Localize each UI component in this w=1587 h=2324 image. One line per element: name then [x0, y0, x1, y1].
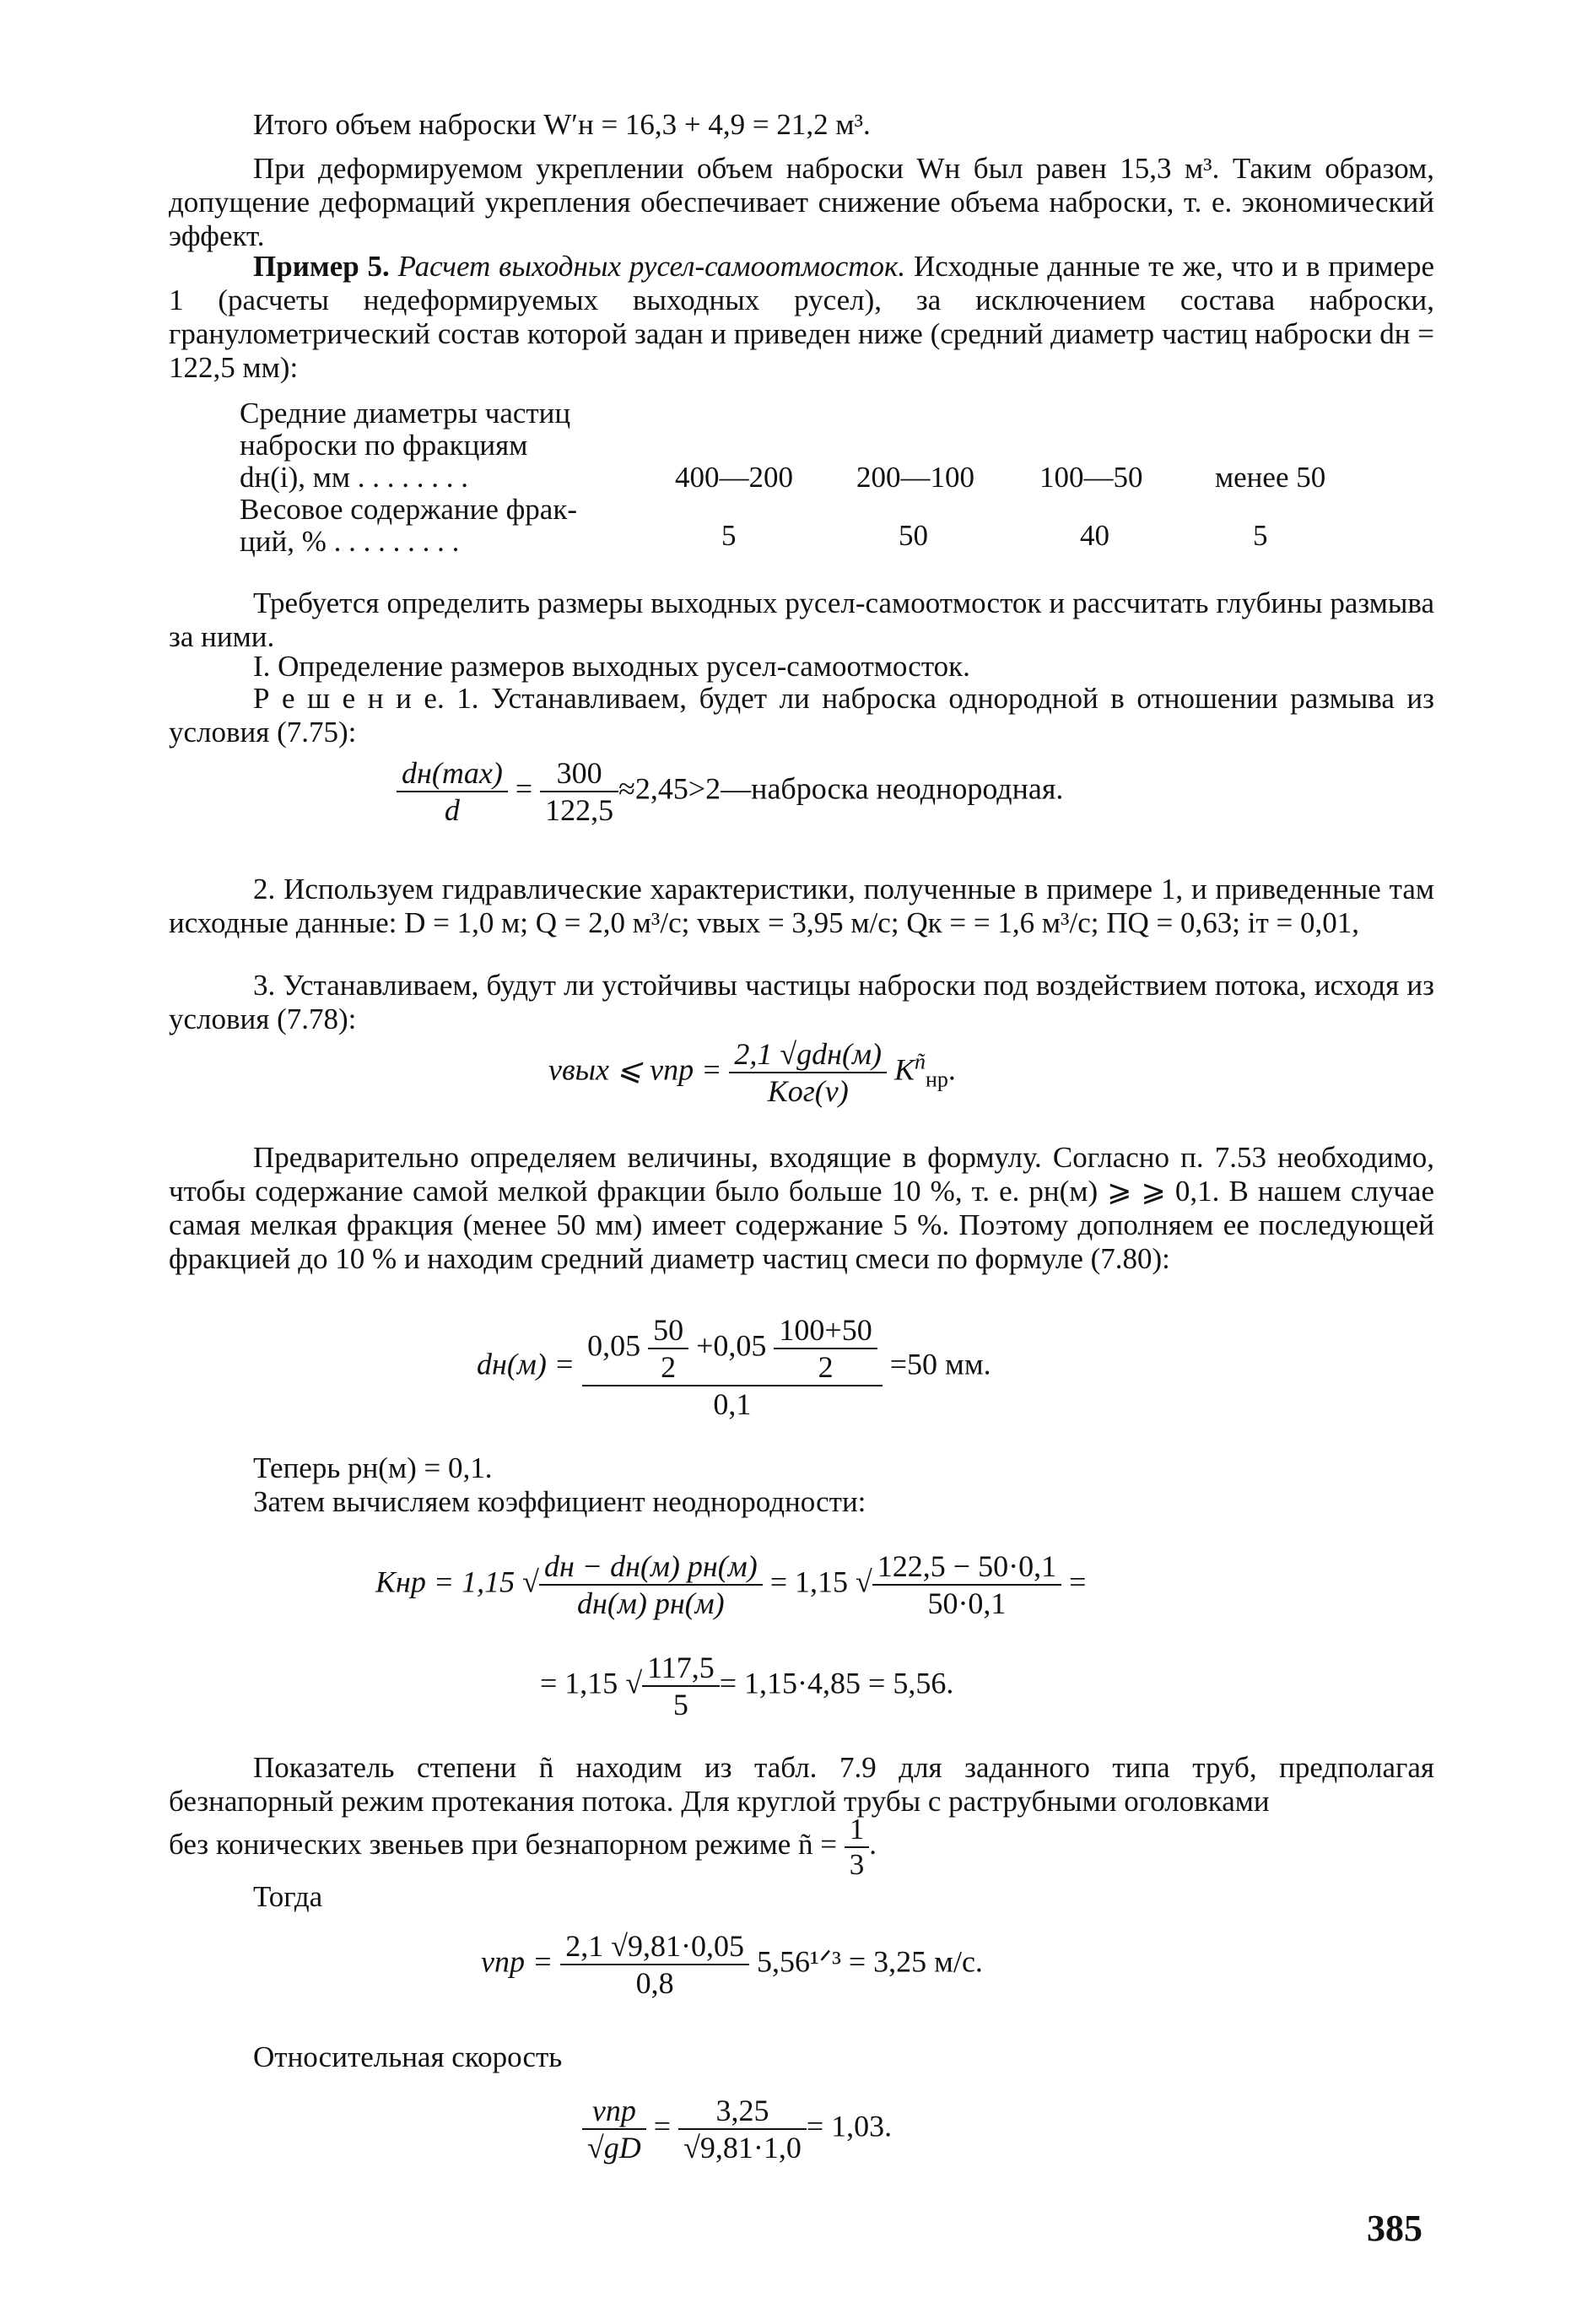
- formula-relative-velocity: $\frac{\text{vпр}}{√gD}$ = $\frac{3,25}{√9,81\cdot 1,0}$ = 1,03.: [582, 2093, 892, 2165]
- formula-uniformity: $\frac{dн(\max)}{d}$ = $\frac{300}{122,5}$ ≈2,45>2—наброска неоднородная.: [397, 755, 1063, 828]
- paragraph-exponent: Показатель степени ñ находим из табл. 7.9 для заданного типа труб, предполагая безнапорный режим протекания потока. Для круглой трубы с раструбными оголовками: [169, 1751, 1434, 1818]
- paragraph-solution: Р е ш е н и е. 1. Устанавливаем, будет ли наброска однородной в отношении размыва из условия (7.75):: [169, 682, 1434, 749]
- paragraph-then: Затем вычисляем коэффициент неоднородности:: [253, 1485, 866, 1518]
- paragraph-total-volume: Итого объем наброски W′н = 16,3 + 4,9 = 21,2 м³.: [253, 108, 871, 141]
- table-cell-r2c1: 5: [721, 519, 737, 552]
- formula-stability: vвых ⩽ vпр = $\frac{\text{2,1 √gdн(м)}}{\text{Kог(v)}}$ $K^ñ_{нр}$.: [548, 1037, 956, 1108]
- table-row1-label-l1: Средние диаметры частиц: [240, 397, 571, 430]
- table-cell-r1c4: менее 50: [1215, 461, 1326, 494]
- page-number: 385: [1367, 2208, 1422, 2249]
- table-cell-r2c3: 40: [1080, 519, 1109, 552]
- table-cell-r1c3: 100—50: [1039, 461, 1143, 494]
- table-cell-r2c2: 50: [899, 519, 928, 552]
- table-row2-label-l1: Весовое содержание фрак-: [240, 493, 577, 526]
- formula-permissible-velocity: vпр = $\frac{2,1 √9,81\cdot 0,05}{0,8}$ 5,56¹ᐟ³ = 3,25 м/с.: [481, 1929, 983, 2000]
- table-cell-r2c4: 5: [1253, 519, 1268, 552]
- paragraph-exponent-line2: без конических звеньев при безнапорном режиме ñ = $\frac{1}{3}$ .: [169, 1813, 877, 1881]
- paragraph-then-2: Тогда: [253, 1880, 323, 1913]
- paragraph-required: Требуется определить размеры выходных русел-самоотмосток и рассчитать глубины размыва за ними.: [169, 586, 1434, 653]
- paragraph-relative-velocity: Относительная скорость: [253, 2040, 563, 2073]
- table-row1-label-l2: наброски по фракциям: [240, 429, 528, 462]
- formula-heterogeneity-line2: = 1,15 √ $\frac{117,5}{5}$ = 1,15·4,85 = 5,56.: [540, 1651, 954, 1721]
- paragraph-example-5: [169, 250, 1434, 385]
- table-cell-r1c2: 200—100: [856, 461, 974, 494]
- formula-mean-diameter: dн(м) = 0,05 $\frac{50}{2}$ +0,05 $\frac{100+50}{2}$ 0,1 =50 мм.: [477, 1313, 991, 1421]
- paragraph-step-2: 2. Используем гидравлические характеристики, полученные в примере 1, и приведенные там исходные данные: D = 1,0 м; Q = 2,0 м³/с; vвых = 3,95 м/с; Qк = = 1,6 м³/с; ПQ = 0,63; iт = 0,01,: [169, 873, 1434, 939]
- paragraph-step-3: 3. Устанавливаем, будут ли устойчивы частицы наброски под воздействием потока, исходя из условия (7.78):: [169, 969, 1434, 1035]
- formula-heterogeneity-line1: Kнр = 1,15 √ $\frac{dн - dн(м) pн(м)}{dн(м) pн(м)}$ = 1,15 √ $\frac{122,5 - 50\cdot 0,1}{50\cdot 0,1}$ =: [375, 1549, 1087, 1620]
- table-row1-label-l3: dн(i), мм . . . . . . . .: [240, 461, 469, 494]
- paragraph-preliminary: Предварительно определяем величины, входящие в формулу. Согласно п. 7.53 необходимо, чтобы содержание самой мелкой фракции было больше 10 %, т. е. pн(м) ⩾ ⩾ 0,1. В нашем случае самая мелкая фракция (менее 50 мм) имеет содержание 5 %. Поэтому дополняем ее последующей фракцией до 10 % и находим средний диаметр частиц смеси по формуле (7.80):: [169, 1141, 1434, 1275]
- example-5-title: Расчет выходных русел-самоотмосток.: [397, 250, 906, 283]
- table-cell-r1c1: 400—200: [675, 461, 793, 494]
- paragraph-now: Теперь pн(м) = 0,1.: [253, 1451, 493, 1484]
- paragraph-section-1: I. Определение размеров выходных русел-самоотмосток.: [253, 650, 970, 683]
- example-5-text: Исходные данные те же, что и в примере 1 (расчеты недеформируемых выходных русел), за исключением состава наброски, гранулометрический состав которой задан и приведен ниже (средний диаметр частиц наброски dн = 122,5 мм):: [169, 250, 1434, 384]
- table-row2-label-l2: ций, % . . . . . . . . .: [240, 525, 460, 558]
- example-5-label: Пример 5.: [253, 250, 390, 283]
- paragraph-deformable: При деформируемом укреплении объем наброски Wн был равен 15,3 м³. Таким образом, допущение деформаций укрепления обеспечивает снижение объема наброски, т. е. экономический эффект.: [169, 152, 1434, 252]
